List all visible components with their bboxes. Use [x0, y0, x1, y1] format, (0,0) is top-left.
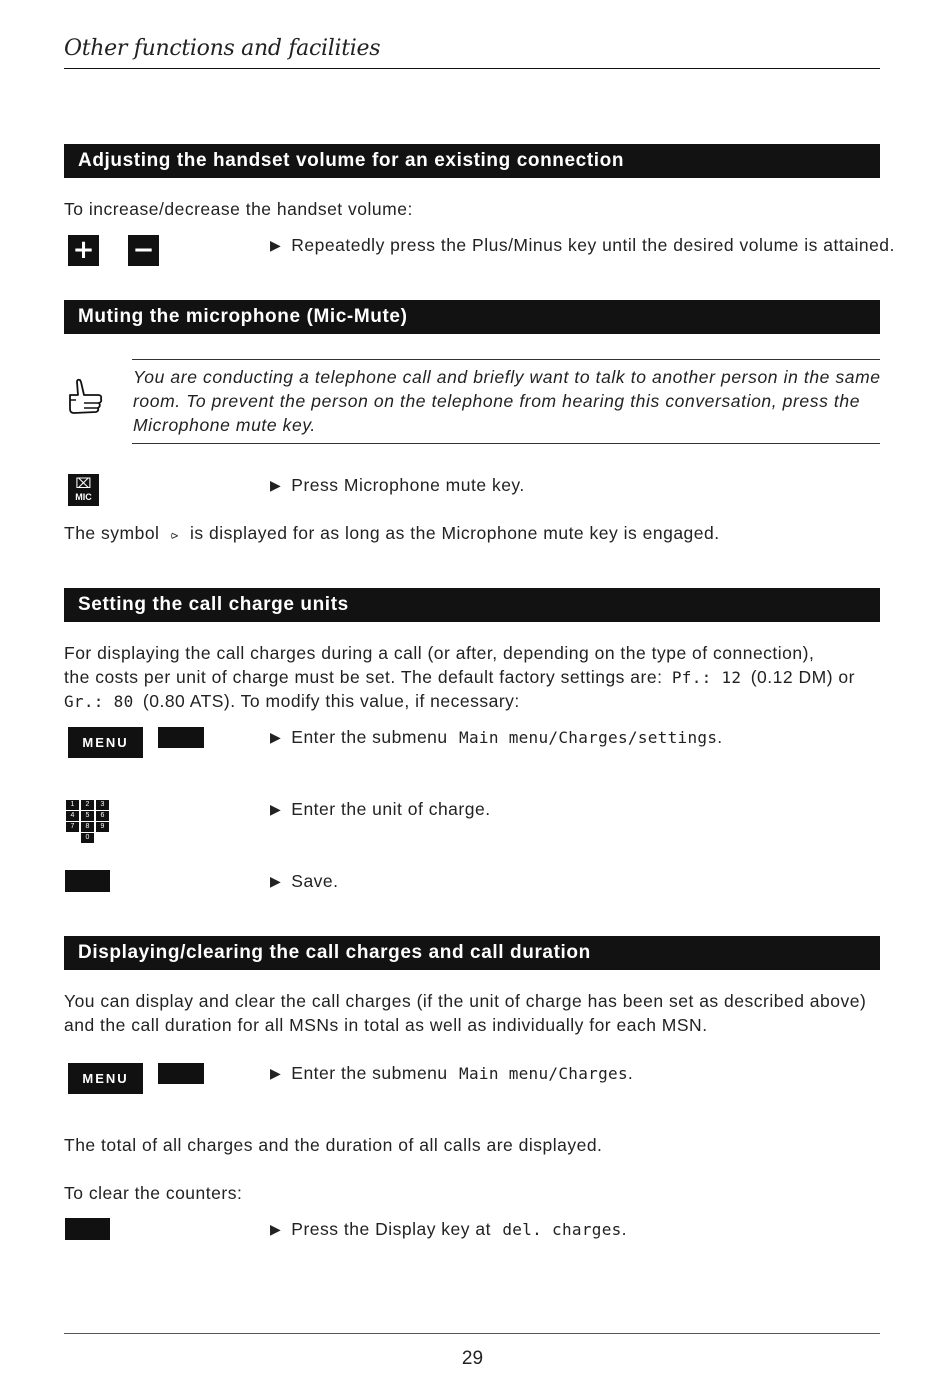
del-charges-code: del. charges — [502, 1220, 622, 1239]
step-arrow-icon: ▶ — [270, 801, 282, 817]
note-text — [133, 365, 883, 437]
default-pf-code: Pf.: 12 — [671, 668, 742, 687]
step1-period: . — [717, 727, 723, 747]
line2-text: the costs per unit of charge must be set. The default factory settings are: — [64, 667, 663, 687]
display-step2-period: . — [621, 1219, 627, 1239]
note-line: You are conducting a telephone call and briefly want to talk to another person in the same — [133, 367, 881, 387]
charge-units-line-1: For displaying the call charges during a call (or after, depending on the type of connection), — [64, 643, 815, 663]
display-softkey-icon — [158, 1063, 204, 1084]
minus-key-icon: − — [128, 235, 159, 266]
keypad-key: 3 — [96, 800, 109, 810]
charge-units-step-2 — [270, 797, 491, 822]
volume-step — [270, 233, 895, 258]
keypad-key: 0 — [81, 833, 94, 843]
clear-intro: To clear the counters: — [64, 1183, 243, 1203]
line2-suffix: (0.12 DM) or — [750, 667, 855, 687]
display-step-1 — [270, 1061, 633, 1086]
charge-units-step-3 — [270, 869, 339, 894]
keypad-key: 5 — [81, 811, 94, 821]
display-softkey-icon — [158, 727, 204, 748]
step1-text: Enter the submenu — [291, 727, 448, 747]
mute-step — [270, 473, 525, 498]
note-line: room. To prevent the person on the telephone from hearing this conversation, press the — [133, 391, 861, 411]
symbol-text-before: The symbol — [64, 523, 160, 543]
charge-units-step-1 — [270, 725, 723, 750]
section-heading-mute: Muting the microphone (Mic-Mute) — [64, 300, 880, 334]
mute-step-text: Press Microphone mute key. — [291, 475, 525, 495]
step-arrow-icon: ▶ — [270, 1065, 282, 1081]
mute-symbol-sentence — [64, 521, 720, 547]
running-header: Other functions and facilities — [64, 36, 381, 61]
mic-mute-key-icon — [68, 474, 99, 506]
total-display-text: The total of all charges and the duration of all calls are displayed. — [64, 1135, 603, 1155]
mic-crossed-icon: ⌧ — [75, 476, 92, 492]
step-arrow-icon: ▶ — [270, 729, 282, 745]
charge-units-line-3 — [64, 689, 520, 714]
display-step1-text: Enter the submenu — [291, 1063, 448, 1083]
charge-units-line-2 — [64, 665, 855, 690]
pointing-hand-icon — [64, 378, 106, 420]
header-divider — [64, 68, 880, 69]
line3-suffix: (0.80 ATS). To modify this value, if necessary: — [142, 691, 520, 711]
display-line-1: You can display and clear the call charges (if the unit of charge has been set as described above) — [64, 991, 867, 1011]
section-heading-charge-units: Setting the call charge units — [64, 588, 880, 622]
charges-menu-code: Main menu/Charges — [459, 1064, 628, 1083]
volume-step-text: Repeatedly press the Plus/Minus key until the desired volume is attained. — [291, 235, 895, 255]
default-gr-code: Gr.: 80 — [64, 692, 134, 711]
step3-text: Save. — [291, 871, 339, 891]
note-top-rule — [132, 359, 880, 360]
symbol-text-after: is displayed for as long as the Microphone mute key is engaged. — [190, 523, 720, 543]
step-arrow-icon: ▶ — [270, 1221, 282, 1237]
note-bottom-rule — [132, 443, 880, 444]
step-arrow-icon: ▶ — [270, 237, 282, 253]
menu-key-icon: MENU — [68, 1063, 143, 1094]
display-step2-text: Press the Display key at — [291, 1219, 491, 1239]
section-heading-volume: Adjusting the handset volume for an existing connection — [64, 144, 880, 178]
keypad-key: 1 — [66, 800, 79, 810]
submenu-path-code: Main menu/Charges/settings — [459, 728, 718, 747]
mute-symbol-icon: ⪧ — [170, 527, 179, 542]
step-arrow-icon: ▶ — [270, 477, 282, 493]
page-number: 29 — [461, 1348, 484, 1369]
keypad-key: 4 — [66, 811, 79, 821]
mic-key-label: MIC — [75, 492, 92, 502]
keypad-key: 9 — [96, 822, 109, 832]
display-step1-period: . — [627, 1063, 634, 1083]
step-arrow-icon: ▶ — [270, 873, 282, 889]
save-softkey-icon — [65, 870, 110, 892]
display-line-2: and the call duration for all MSNs in total as well as individually for each MSN. — [64, 1015, 708, 1035]
display-step-2 — [270, 1217, 627, 1242]
keypad-key: 8 — [81, 822, 94, 832]
menu-key-icon: MENU — [68, 727, 143, 758]
keypad-key: 7 — [66, 822, 79, 832]
note-line: Microphone mute key. — [133, 415, 316, 435]
plus-key-icon: + — [68, 235, 99, 266]
volume-intro: To increase/decrease the handset volume: — [64, 199, 413, 219]
section-heading-display-charges: Displaying/clearing the call charges and call duration — [64, 936, 880, 970]
footer-divider — [64, 1333, 880, 1334]
step2-text: Enter the unit of charge. — [291, 799, 491, 819]
display-key-icon — [65, 1218, 110, 1240]
keypad-key: 6 — [96, 811, 109, 821]
keypad-key: 2 — [81, 800, 94, 810]
